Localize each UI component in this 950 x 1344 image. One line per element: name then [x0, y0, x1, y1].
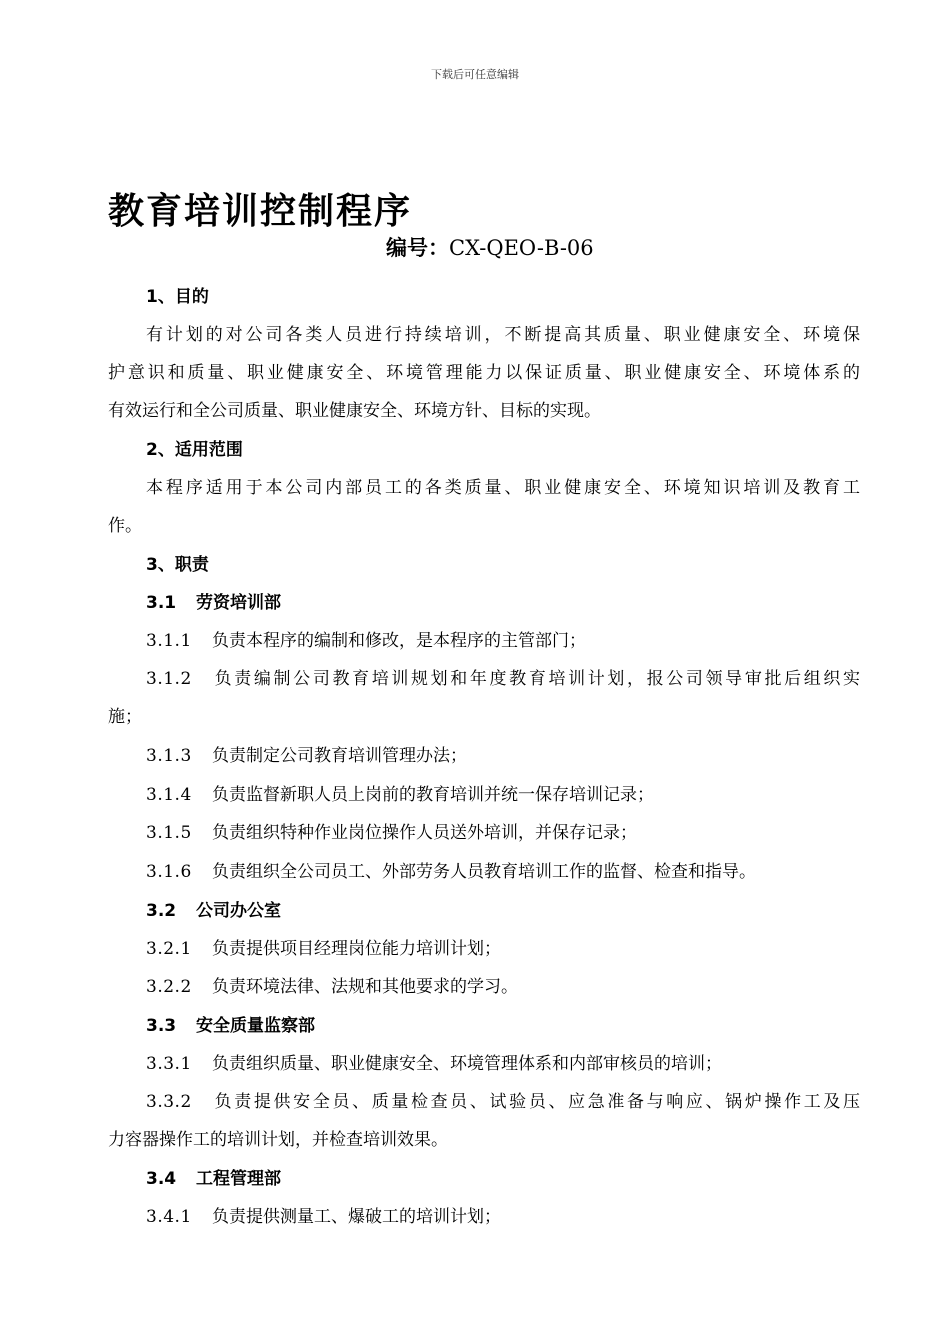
list-item: [108, 975, 518, 999]
subsection-name: 安全质量监察部: [196, 1016, 315, 1036]
list-item: [108, 860, 756, 884]
list-item: [108, 937, 501, 961]
list-item: [108, 1052, 722, 1076]
paragraph-line: 作。: [108, 516, 142, 536]
document-number: [386, 234, 594, 262]
subsection-code: 3.4: [146, 1169, 177, 1189]
section-heading-purpose: 1、目的: [146, 287, 209, 307]
subsection-heading: [108, 591, 281, 615]
item-text: 负责组织质量、职业健康安全、环境管理体系和内部审核员的培训；: [212, 1054, 722, 1074]
subsection-heading: [108, 1014, 315, 1038]
item-text: 负责组织特种作业岗位操作人员送外培训，并保存记录；: [212, 823, 637, 843]
section-heading-responsibilities: 3、职责: [146, 555, 209, 575]
item-text: 负责环境法律、法规和其他要求的学习。: [212, 977, 518, 997]
list-item-continuation: 施；: [108, 707, 142, 727]
item-code: 3.3.2: [146, 1092, 192, 1112]
list-item: [108, 783, 654, 807]
subsection-name: 工程管理部: [196, 1169, 281, 1189]
item-text: 负责提供测量工、爆破工的培训计划；: [212, 1207, 501, 1227]
item-code: 3.3.1: [146, 1054, 192, 1074]
subsection-code: 3.1: [146, 593, 177, 613]
item-code: 3.1.4: [146, 785, 192, 805]
list-item: [108, 667, 860, 691]
list-item-continuation: 力容器操作工的培训计划，并检查培训效果。: [108, 1130, 448, 1150]
item-text: 负责编制公司教育培训规划和年度教育培训计划，报公司领导审批后组织实: [212, 669, 860, 689]
document-title: 教育培训控制程序: [108, 191, 413, 232]
list-item: [108, 1090, 860, 1114]
subsection-name: 劳资培训部: [196, 593, 281, 613]
item-text: 负责监督新职人员上岗前的教育培训并统一保存培训记录；: [212, 785, 654, 805]
list-item: [108, 629, 586, 653]
paragraph-line: 本程序适用于本公司内部员工的各类质量、职业健康安全、环境知识培训及教育工: [146, 478, 860, 498]
item-code: 3.2.2: [146, 977, 192, 997]
document-number-label: 编号：: [386, 236, 449, 260]
item-text: 负责组织全公司员工、外部劳务人员教育培训工作的监督、检查和指导。: [212, 862, 756, 882]
item-code: 3.4.1: [146, 1207, 192, 1227]
item-code: 3.1.6: [146, 862, 192, 882]
item-code: 3.1.1: [146, 631, 192, 651]
list-item: [108, 821, 637, 845]
subsection-code: 3.3: [146, 1016, 177, 1036]
item-text: 负责制定公司教育培训管理办法；: [212, 746, 467, 766]
paragraph-line: 有效运行和全公司质量、职业健康安全、环境方针、目标的实现。: [108, 401, 601, 421]
subsection-heading: [108, 1167, 281, 1191]
item-text: 负责提供项目经理岗位能力培训计划；: [212, 939, 501, 959]
paragraph-line: 有计划的对公司各类人员进行持续培训，不断提高其质量、职业健康安全、环境保: [146, 325, 860, 345]
item-code: 3.1.2: [146, 669, 192, 689]
header-note: 下载后可任意编辑: [431, 68, 519, 81]
list-item: [108, 1205, 501, 1229]
subsection-name: 公司办公室: [196, 901, 281, 921]
paragraph-line: 护意识和质量、职业健康安全、环境管理能力以保证质量、职业健康安全、环境体系的: [108, 363, 860, 383]
section-heading-scope: 2、适用范围: [146, 440, 243, 460]
subsection-code: 3.2: [146, 901, 177, 921]
list-item: [108, 744, 467, 768]
item-text: 负责提供安全员、质量检查员、试验员、应急准备与响应、锅炉操作工及压: [212, 1092, 860, 1112]
item-code: 3.2.1: [146, 939, 192, 959]
document-number-value: CX-QEO-B-06: [449, 236, 594, 260]
item-text: 负责本程序的编制和修改，是本程序的主管部门；: [212, 631, 586, 651]
item-code: 3.1.5: [146, 823, 192, 843]
subsection-heading: [108, 899, 281, 923]
item-code: 3.1.3: [146, 746, 192, 766]
